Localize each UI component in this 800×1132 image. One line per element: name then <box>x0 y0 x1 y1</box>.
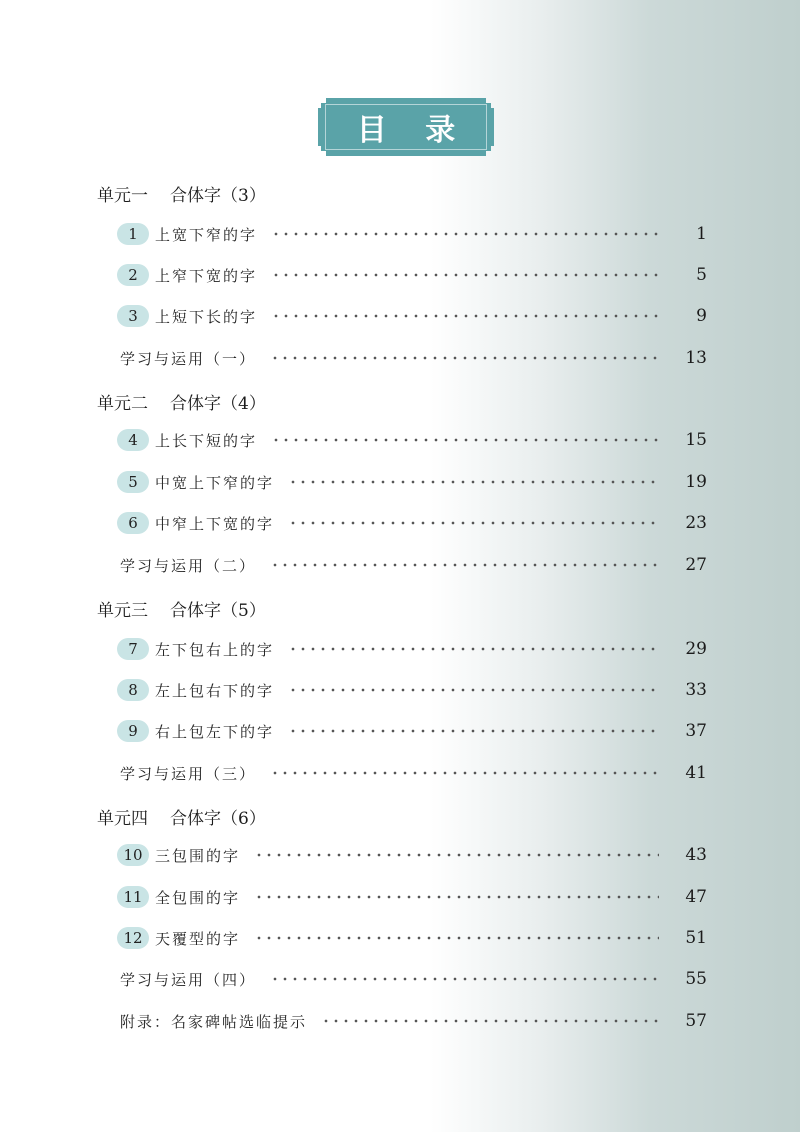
unit-name: 单元四 <box>97 809 148 829</box>
toc-entry[interactable] <box>117 469 707 495</box>
unit-subtitle: 合体字（5） <box>170 601 266 621</box>
entry-label: 左下包右上的字 <box>155 640 275 659</box>
dot-leader <box>270 977 659 981</box>
page-number: 55 <box>685 969 707 989</box>
toc-entry-appendix[interactable] <box>117 1008 707 1034</box>
toc-title-banner <box>318 98 494 156</box>
unit-subtitle: 合体字（4） <box>170 394 266 414</box>
dot-leader <box>254 936 659 940</box>
entry-label: 学习与运用（一） <box>120 349 257 368</box>
lesson-number-badge: 4 <box>117 429 149 451</box>
page-number: 33 <box>685 680 707 700</box>
lesson-number-badge: 7 <box>117 638 149 660</box>
entry-label: 中窄上下宽的字 <box>155 514 275 533</box>
entry-label: 学习与运用（二） <box>120 556 257 575</box>
lesson-number-badge: 12 <box>117 927 149 949</box>
entry-label: 全包围的字 <box>155 888 241 907</box>
page-number: 9 <box>696 306 707 326</box>
page-number: 23 <box>685 513 707 533</box>
toc-entry[interactable] <box>117 510 707 536</box>
dot-leader <box>270 356 659 360</box>
lesson-number-badge: 6 <box>117 512 149 534</box>
lesson-number-badge: 10 <box>117 844 149 866</box>
toc-entry[interactable] <box>117 345 707 371</box>
dot-leader <box>271 438 659 442</box>
entry-label: 三包围的字 <box>155 846 241 865</box>
page-number: 37 <box>685 721 707 741</box>
dot-leader <box>288 480 659 484</box>
page-number: 43 <box>685 845 707 865</box>
dot-leader <box>271 273 659 277</box>
page-number: 5 <box>696 265 707 285</box>
entry-label: 学习与运用（三） <box>120 764 257 783</box>
dot-leader <box>288 521 659 525</box>
lesson-number-badge: 3 <box>117 305 149 327</box>
entry-label: 天覆型的字 <box>155 929 241 948</box>
toc-entry[interactable] <box>117 221 707 247</box>
toc-entry[interactable] <box>117 303 707 329</box>
page-number: 1 <box>696 224 707 244</box>
lesson-number-badge: 9 <box>117 720 149 742</box>
unit-heading <box>97 389 266 414</box>
entry-label: 上宽下窄的字 <box>155 225 258 244</box>
dot-leader <box>288 647 659 651</box>
entry-label: 学习与运用（四） <box>120 970 257 989</box>
lesson-number-badge: 11 <box>117 886 149 908</box>
page-number: 29 <box>685 639 707 659</box>
page-number: 57 <box>685 1011 707 1031</box>
toc-entry[interactable] <box>117 636 707 662</box>
unit-subtitle: 合体字（3） <box>170 186 266 206</box>
entry-label: 中宽上下窄的字 <box>155 473 275 492</box>
entry-label: 附录：名家碑帖选临提示 <box>120 1012 308 1031</box>
toc-entry[interactable] <box>117 427 707 453</box>
page-number: 19 <box>685 472 707 492</box>
toc-entry[interactable] <box>117 718 707 744</box>
entry-label: 左上包右下的字 <box>155 681 275 700</box>
page-number: 15 <box>685 430 707 450</box>
toc-entry[interactable] <box>117 842 707 868</box>
dot-leader <box>288 729 659 733</box>
dot-leader <box>270 563 659 567</box>
toc-entry[interactable] <box>117 884 707 910</box>
page-number: 41 <box>685 763 707 783</box>
toc-entry[interactable] <box>117 677 707 703</box>
dot-leader <box>254 895 659 899</box>
dot-leader <box>271 232 659 236</box>
unit-heading <box>97 181 266 206</box>
toc-entry[interactable] <box>117 262 707 288</box>
entry-label: 上短下长的字 <box>155 307 258 326</box>
toc-entry[interactable] <box>117 552 707 578</box>
page-title: 目 录 <box>356 113 470 148</box>
unit-name: 单元二 <box>97 394 148 414</box>
lesson-number-badge: 8 <box>117 679 149 701</box>
page-number: 47 <box>685 887 707 907</box>
page-number: 27 <box>685 555 707 575</box>
entry-label: 上长下短的字 <box>155 431 258 450</box>
dot-leader <box>288 688 659 692</box>
page-number: 13 <box>685 348 707 368</box>
unit-name: 单元一 <box>97 186 148 206</box>
lesson-number-badge: 5 <box>117 471 149 493</box>
entry-label: 上窄下宽的字 <box>155 266 258 285</box>
unit-heading <box>97 804 266 829</box>
dot-leader <box>254 853 659 857</box>
page-number: 51 <box>685 928 707 948</box>
toc-entry[interactable] <box>117 966 707 992</box>
lesson-number-badge: 1 <box>117 223 149 245</box>
unit-name: 单元三 <box>97 601 148 621</box>
entry-label: 右上包左下的字 <box>155 722 275 741</box>
unit-heading <box>97 596 266 621</box>
toc-entry[interactable] <box>117 760 707 786</box>
dot-leader <box>321 1019 659 1023</box>
toc-entry[interactable] <box>117 925 707 951</box>
unit-subtitle: 合体字（6） <box>170 809 266 829</box>
lesson-number-badge: 2 <box>117 264 149 286</box>
dot-leader <box>271 314 659 318</box>
dot-leader <box>270 771 659 775</box>
